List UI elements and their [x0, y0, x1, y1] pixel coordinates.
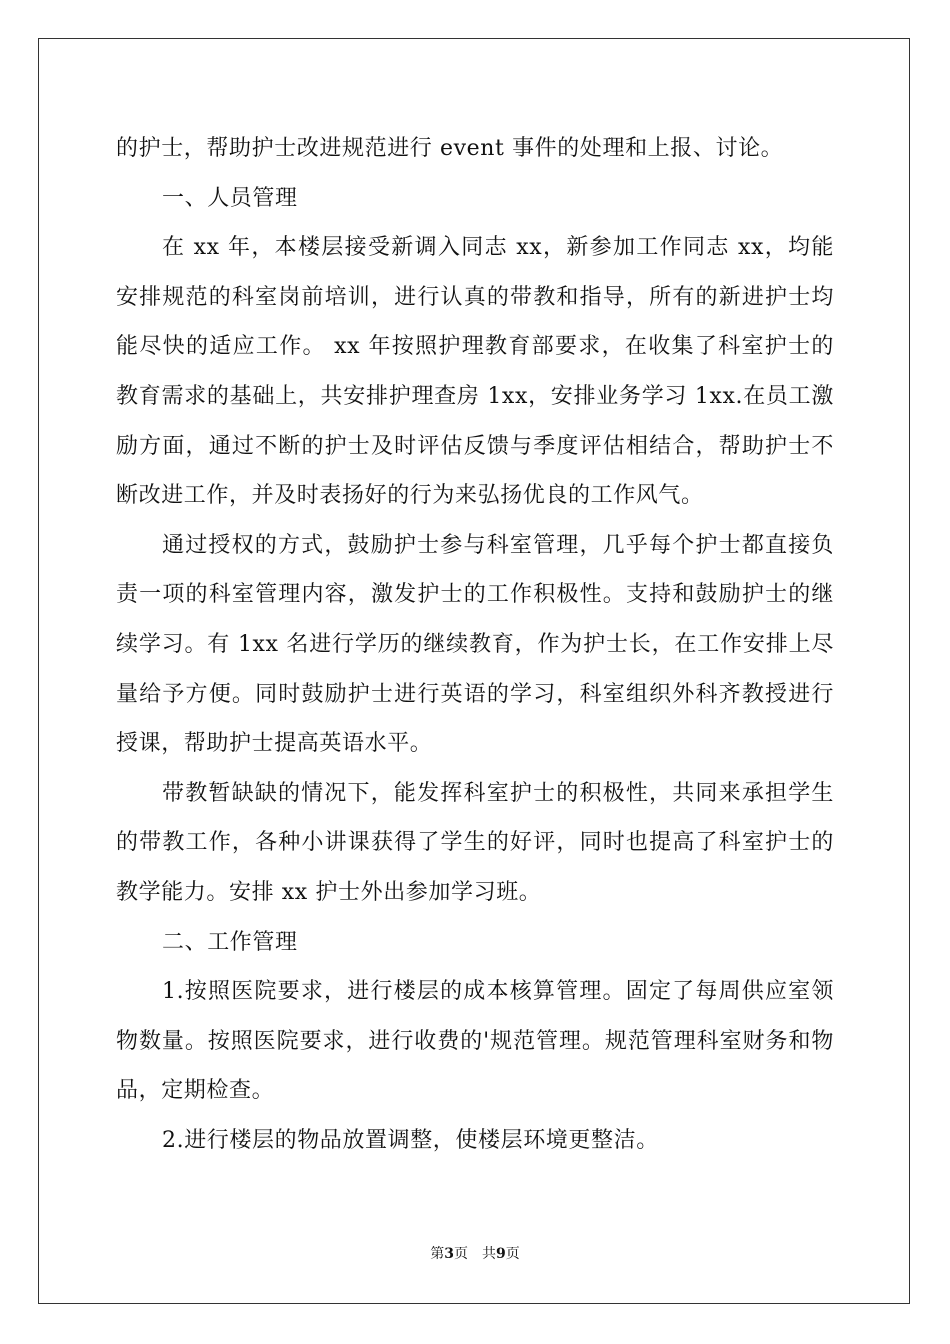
paragraph-authorization: 通过授权的方式，鼓励护士参与科室管理，几乎每个护士都直接负责一项的科室管理内容，激发护士的工作积极性。支持和鼓励护士的继续学习。有 1xx 名进行学历的继续教育，作为护士长，在工作安排上尽量给予方便。同时鼓励护士进行英语的学习，科室组织外科齐教授进行授课，帮助护士提高英语水平。 — [116, 532, 834, 757]
page-prefix: 第 — [430, 1246, 445, 1262]
section-heading-work: 二、工作管理 — [162, 929, 298, 955]
total-pages: 9 — [496, 1246, 506, 1262]
paragraph-environment: 2.进行楼层的物品放置调整，使楼层环境更整洁。 — [162, 1127, 659, 1153]
paragraph-cost-management: 1.按照医院要求，进行楼层的成本核算管理。固定了每周供应室领物数量。按照医院要求，进行收费的'规范管理。规范管理科室财务和物品，定期检查。 — [116, 979, 834, 1104]
paragraph-teaching: 带教暂缺缺的情况下，能发挥科室护士的积极性，共同来承担学生的带教工作，各种小讲课获得了学生的好评，同时也提高了科室护士的教学能力。安排 xx 护士外出参加学习班。 — [116, 780, 834, 905]
page-suffix: 页 — [454, 1246, 468, 1262]
total-suffix: 页 — [505, 1246, 520, 1262]
page-number: 3 — [444, 1246, 454, 1262]
document-body — [116, 124, 834, 1165]
total-prefix: 共 — [482, 1246, 496, 1262]
paragraph-continuation: 的护士，帮助护士改进规范进行 event 事件的处理和上报、讨论。 — [116, 136, 784, 161]
paragraph-staff-training: 在 xx 年，本楼层接受新调入同志 xx，新参加工作同志 xx，均能安排规范的科室岗前培训，进行认真的带教和指导，所有的新进护士均能尽快的适应工作。 xx 年按照护理教育部要求，在收集了科室护士的教育需求的基础上，共安排护理查房 1xx，安排业务学习 1xx.在员工激励方面，通过不断的护士及时评估反馈与季度评估相结合，帮助护士不断改进工作，并及时表扬好的行为来弘扬优良的工作风气。 — [116, 235, 834, 509]
section-heading-personnel: 一、人员管理 — [162, 185, 298, 211]
page-footer — [0, 1243, 950, 1263]
